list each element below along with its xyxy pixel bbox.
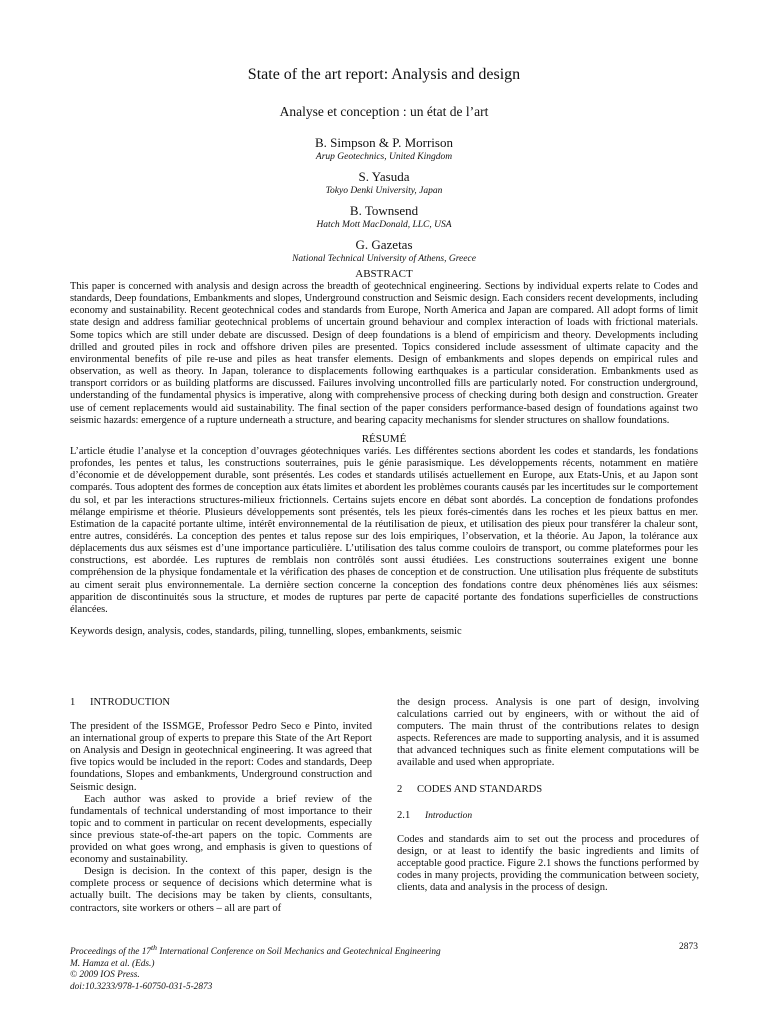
author-block (0, 203, 768, 232)
author-name: G. Gazetas (355, 237, 413, 252)
body-paragraph: The president of the ISSMGE, Professor Pedro Seco e Pinto, invited an international group of experts to prepare this State of the Art Report on Analysis and Design in geotechnical engineering. It was agreed that five topics would be included in the report: Codes and standards, Deep foundations, Slopes and embankments, Underground construction and Seismic design. (70, 721, 372, 793)
subsection-number: 2.1 (397, 809, 411, 821)
body-paragraph: Design is decision. In the context of this paper, design is the complete process or sequence of decisions which determine what is actually built. The decisions may be taken by clients, consultants, contractors, site workers or others – all are part of (70, 866, 372, 914)
footer-conference-line (70, 942, 698, 959)
section-title: CODES AND STANDARDS (417, 783, 543, 795)
author-name: S. Yasuda (358, 169, 410, 184)
footer-copyright: © 2009 IOS Press. (70, 970, 140, 981)
body-paragraph: the design process. Analysis is one part of design, involving calculations carried out by engineers, with or without the aid of computers. The main thrust of the contributions relates to design aspects. References are made to supporting analysis, and it is assumed that advanced techniques such as finite element computations will be available and used when appropriate. (397, 697, 699, 769)
abstract-text: This paper is concerned with analysis and design across the breadth of geotechnical engineering. Sections by individual experts relate to Codes and standards, Deep foundations, Embankments and slopes, Underground construction and Seismic design. Each considers recent developments, including economy and sustainability. Recent geotechnical codes and standards from Europe, North America and Japan are compared. All adopt forms of limit state design and address familiar geotechnical problems of uncertain ground behaviour and complex interaction of loads with frictional materials. Some topics which are still under debate are discussed. Design of deep foundations is a blend of empiricism and theory. Developments including drilled and grouted piles in rock and offshore driven piles are presented. Topics considered include assessment of ultimate capacity and the environmental benefits of pile re-use and piles as heat transfer elements. Design of embankments and slopes depends on empirical rules and observation, as well as theory. In Japan, tolerance to displacements following earthquakes is a particular consideration. Embankments used as transport corridors or as building platforms are discussed. Failures involving uncontrolled fills are particularly noted. For construction underground, understanding of the fundamental physics is imperative, along with comprehensive process of checking during both design and construction. Greater use of cement replacements would aid sustainability. The final section of the paper considers performance-based design of foundations against two seismic hazards: emergence of a rupture underneath a structure, and bearing capacity mechanisms for slender structures on shallow foundations. (70, 281, 698, 426)
proceedings-footer (70, 942, 698, 993)
footer-doi: doi:10.3233/978-1-60750-031-5-2873 (70, 981, 213, 992)
footer-superscript: th (151, 943, 158, 952)
paper-title: State of the art report: Analysis and design (247, 66, 521, 83)
page-number: 2873 (679, 942, 698, 952)
subsection-heading-introduction (397, 810, 699, 822)
footer-editors: M. Hamza et al. (Eds.) (70, 958, 155, 969)
paper-subtitle: Analyse et conception : un état de l’art (279, 104, 489, 119)
author-list (0, 135, 768, 271)
author-affiliation: Tokyo Denki University, Japan (325, 186, 443, 196)
resume-heading: RÉSUMÉ (361, 432, 407, 445)
author-affiliation: Arup Geotechnics, United Kingdom (315, 152, 453, 162)
author-block (0, 135, 768, 164)
section-heading-codes (397, 784, 699, 796)
left-column (70, 697, 372, 915)
abstract-section (70, 268, 698, 639)
author-block (0, 169, 768, 198)
footer-text: International Conference on Soil Mechanics and Geotechnical Engineering (157, 947, 441, 958)
abstract-heading: ABSTRACT (355, 268, 413, 280)
author-name: B. Townsend (349, 203, 419, 218)
author-name: B. Simpson & P. Morrison (315, 135, 453, 150)
subsection-title: Introduction (425, 810, 473, 821)
footer-text: Proceedings of the 17 (70, 947, 151, 958)
body-paragraph: Each author was asked to provide a brief review of the fundamentals of technical understanding of most importance to their topic and to comment in particular on recent developments, especially since previous state-of-the-art papers on the topic. Comments are provided on what goes wrong, and emphasis is given to questions of economy and sustainability. (70, 793, 372, 866)
section-number: 2 (397, 783, 403, 795)
section-number: 1 (70, 697, 76, 708)
section-heading-introduction (70, 697, 372, 709)
body-paragraph: Codes and standards aim to set out the process and procedures of design, or at least to identify the basic ingredients and limits of acceptable good practice. Figure 2.1 shows the functions performed by codes in many projects, providing the communication between society, clients, data and analysis in the process of design. (397, 833, 699, 894)
author-affiliation: Hatch Mott MacDonald, LLC, USA (316, 220, 452, 230)
right-column (397, 697, 699, 894)
section-title: INTRODUCTION (90, 697, 171, 708)
keywords: Keywords design, analysis, codes, standards, piling, tunnelling, slopes, embankments, seismic (70, 626, 462, 638)
author-affiliation: National Technical University of Athens, Greece (292, 254, 476, 264)
resume-text: L’article étudie l’analyse et la conception d’ouvrages géotechniques variés. Les différentes sections abordent les codes et standards, les fondations profondes, les pentes et talus, les constructions souterraines, puis le génie parasismique. Les développements récents, notamment en matière d’économie et de développement durable, sont présentés. Les codes et standards utilisés actuellement en Europe, aux Etats-Unis, et au Japon sont comparés. Tous adoptent des formes de conception aux états limites et abordent les problèmes courants causés par les incertitudes sur le comportement du sol, et par les interactions structures-milieux frictionnels. Certains sujets encore en débat sont abordés. La conception de fondations profondes mélange empirisme et théorie. Plusieurs développements sont présentés, tels les pieux forés-cimentés dans les roches et les pieux battus en mer. Estimation de la capacité portante ultime, intérêt environnemental de la réutilisation de pieux, et utilisation des pieux pour transférer la chaleur sont, entre autres, considérés. La conception des pentes et talus repose sur des lois empiriques, l’observation, et la théorie. Au Japon, la tolérance aux déplacements dus aux séismes est d’une importance particulière. L’utilisation des talus comme couloirs de transport, ou comme plateformes pour les constructions, est abordée. Les ruptures de remblais non contrôlés sont aussi étudiées. Les constructions souterraines exigent une bonne compréhension de la physique fondamentale et la vérification des phases de conception et de construction. Une utilisation plus fréquente de substituts au ciment serait plus environnementale. La dernière section concerne la conception des fondations contre deux phénomènes liés aux séismes: apparition de discontinuités sous la structure, et modes de ruptures par perte de capacité portante des fondations superficielles de constructions élancées. (70, 445, 698, 615)
author-block (0, 237, 768, 266)
